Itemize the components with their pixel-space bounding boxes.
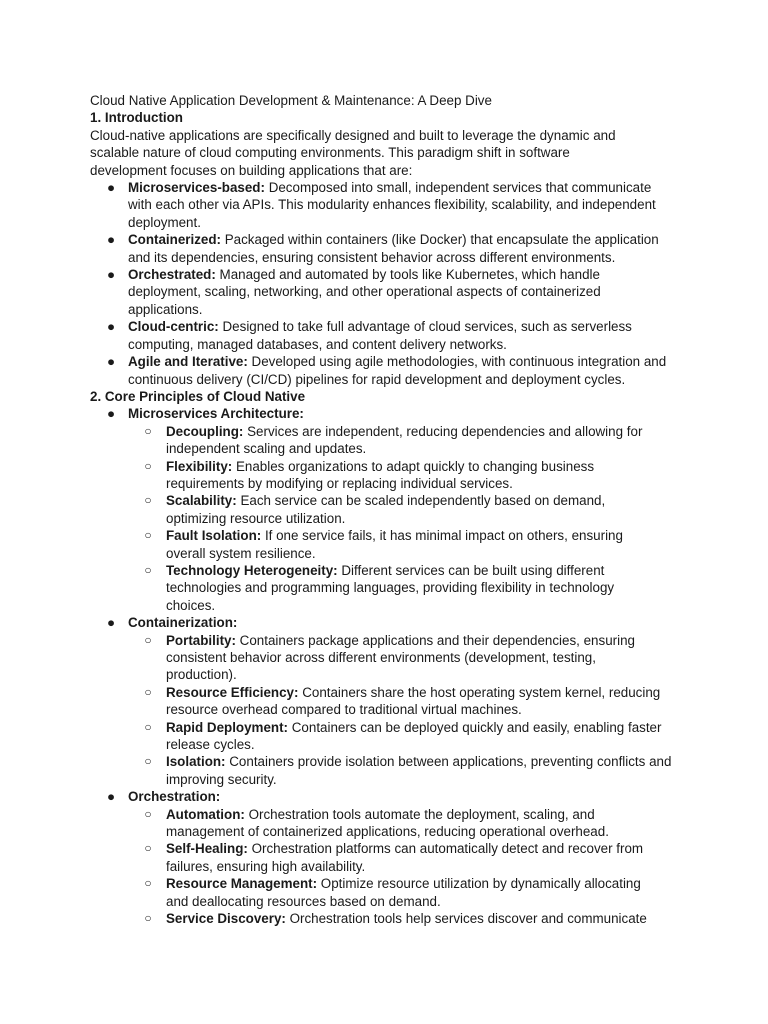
item-term: Automation: [166,806,245,822]
circle-bullet-icon: ○ [144,528,152,543]
bullet-icon: ● [106,354,116,370]
item-text: Each service can be scaled independently based on demand, optimizing resource utilization. [166,493,606,526]
sub-item [90,527,646,562]
sub-item [90,910,706,927]
circle-bullet-icon: ○ [144,458,152,473]
item-text: Orchestration tools automate the deployment, scaling, and management of containerized applications, reducing operational overhead. [166,806,609,840]
item-term: Resource Management: [166,876,318,892]
item-term: Scalability: [166,493,237,509]
bullet-icon: ● [106,180,116,196]
item-term: Agile and Iterative: [128,354,248,370]
item-text: Developed using agile methodologies, with continuous integration and continuous delivery (CI/CD) pipelines for rapid development and deployment cycles. [128,354,667,387]
sub-item [90,840,666,875]
sub-item [90,806,651,841]
section-2-heading: 2. Core Principles of Cloud Native [90,388,306,404]
circle-bullet-icon: ○ [144,632,152,647]
item-term: Fault Isolation: [166,528,262,544]
sub-item [90,458,626,493]
sub-item [90,632,666,684]
bullet-icon: ● [106,232,116,248]
intro-paragraph: Cloud-native applications are specifically designed and built to leverage the dynamic and scalable nature of cloud computing environments. This paradigm shift in software development focuses on building applications that are: [90,127,616,178]
item-term: Containerized: [128,232,221,248]
intro-list [90,179,690,388]
item-text: Containers can be deployed quickly and easily, enabling faster release cycles. [166,719,662,753]
item-text: Orchestration platforms can automatically detect and recover from failures, ensuring high availability. [166,841,644,874]
item-text: Managed and automated by tools like Kubernetes, which handle deployment, scaling, networking, and other operational aspects of containerized applications. [128,267,601,317]
circle-bullet-icon: ○ [144,719,152,734]
item-term: Microservices-based: [128,180,265,196]
circle-bullet-icon: ○ [144,841,152,856]
group-title: Containerization: [128,615,238,631]
sub-item [90,753,676,788]
item-text: Enables organizations to adapt quickly to changing business requirements by modifying or replacing individual services. [166,458,595,491]
sub-item [90,875,666,910]
circle-bullet-icon: ○ [144,423,152,438]
item-term: Self-Healing: [166,841,248,857]
circle-bullet-icon: ○ [144,754,152,769]
group-title: Microservices Architecture: [128,406,304,422]
bullet-icon: ● [106,615,116,631]
bullet-icon: ● [106,789,116,805]
item-text: If one service fails, it has minimal impact on others, ensuring overall system resilience. [166,528,623,561]
section-1-heading: 1. Introduction [90,110,183,126]
bullet-icon: ● [106,319,116,335]
item-term: Decoupling: [166,423,244,439]
sub-item [90,562,646,614]
item-text: Designed to take full advantage of cloud services, such as serverless computing, managed databases, and content delivery networks. [128,319,632,352]
circle-bullet-icon: ○ [144,806,152,821]
circle-bullet-icon: ○ [144,684,152,699]
item-term: Resource Efficiency: [166,684,299,700]
sub-item [90,492,636,527]
bullet-icon: ● [106,406,116,422]
list-item [90,318,658,353]
item-term: Orchestrated: [128,267,216,283]
group-item [90,405,690,422]
bullet-icon: ● [106,267,116,283]
group-title: Orchestration: [128,789,221,805]
document-page [90,92,690,928]
item-text: Packaged within containers (like Docker) that encapsulate the application and its dependencies, ensuring consistent behavior across different environments. [128,232,659,265]
circle-bullet-icon: ○ [144,562,152,577]
item-term: Cloud-centric: [128,319,219,335]
list-item [90,231,680,266]
circle-bullet-icon: ○ [144,493,152,508]
circle-bullet-icon: ○ [144,911,152,926]
item-text: Different services can be built using different technologies and programming languages, providing flexibility in technology choices. [166,562,615,613]
item-term: Technology Heterogeneity: [166,562,338,578]
item-text: Optimize resource utilization by dynamically allocating and deallocating resources based on demand. [166,876,641,909]
list-item [90,353,668,388]
item-term: Service Discovery: [166,911,286,927]
sub-item [90,423,666,458]
list-item [90,266,658,318]
group-item [90,614,690,631]
item-text: Containers share the host operating system kernel, reducing resource overhead compared to traditional virtual machines. [166,684,661,718]
principles-list [90,405,690,927]
circle-bullet-icon: ○ [144,876,152,891]
item-term: Portability: [166,632,236,648]
item-text: Containers provide isolation between applications, preventing conflicts and improving security. [166,754,672,787]
list-item [90,179,676,231]
item-text: Decomposed into small, independent services that communicate with each other via APIs. This modularity enhances flexibility, scalability, and independent deployment. [128,180,656,230]
item-text: Services are independent, reducing dependencies and allowing for independent scaling and updates. [166,423,643,457]
item-term: Isolation: [166,754,226,770]
sub-item [90,684,691,719]
item-text: Containers package applications and their dependencies, ensuring consistent behavior across different environments (development, testing, production). [166,632,635,683]
item-text: Orchestration tools help services discover and communicate [289,911,647,927]
item-term: Rapid Deployment: [166,719,289,735]
item-term: Flexibility: [166,458,233,474]
group-item [90,788,690,805]
document-title: Cloud Native Application Development & Maintenance: A Deep Dive [90,93,492,108]
sub-item [90,719,696,754]
